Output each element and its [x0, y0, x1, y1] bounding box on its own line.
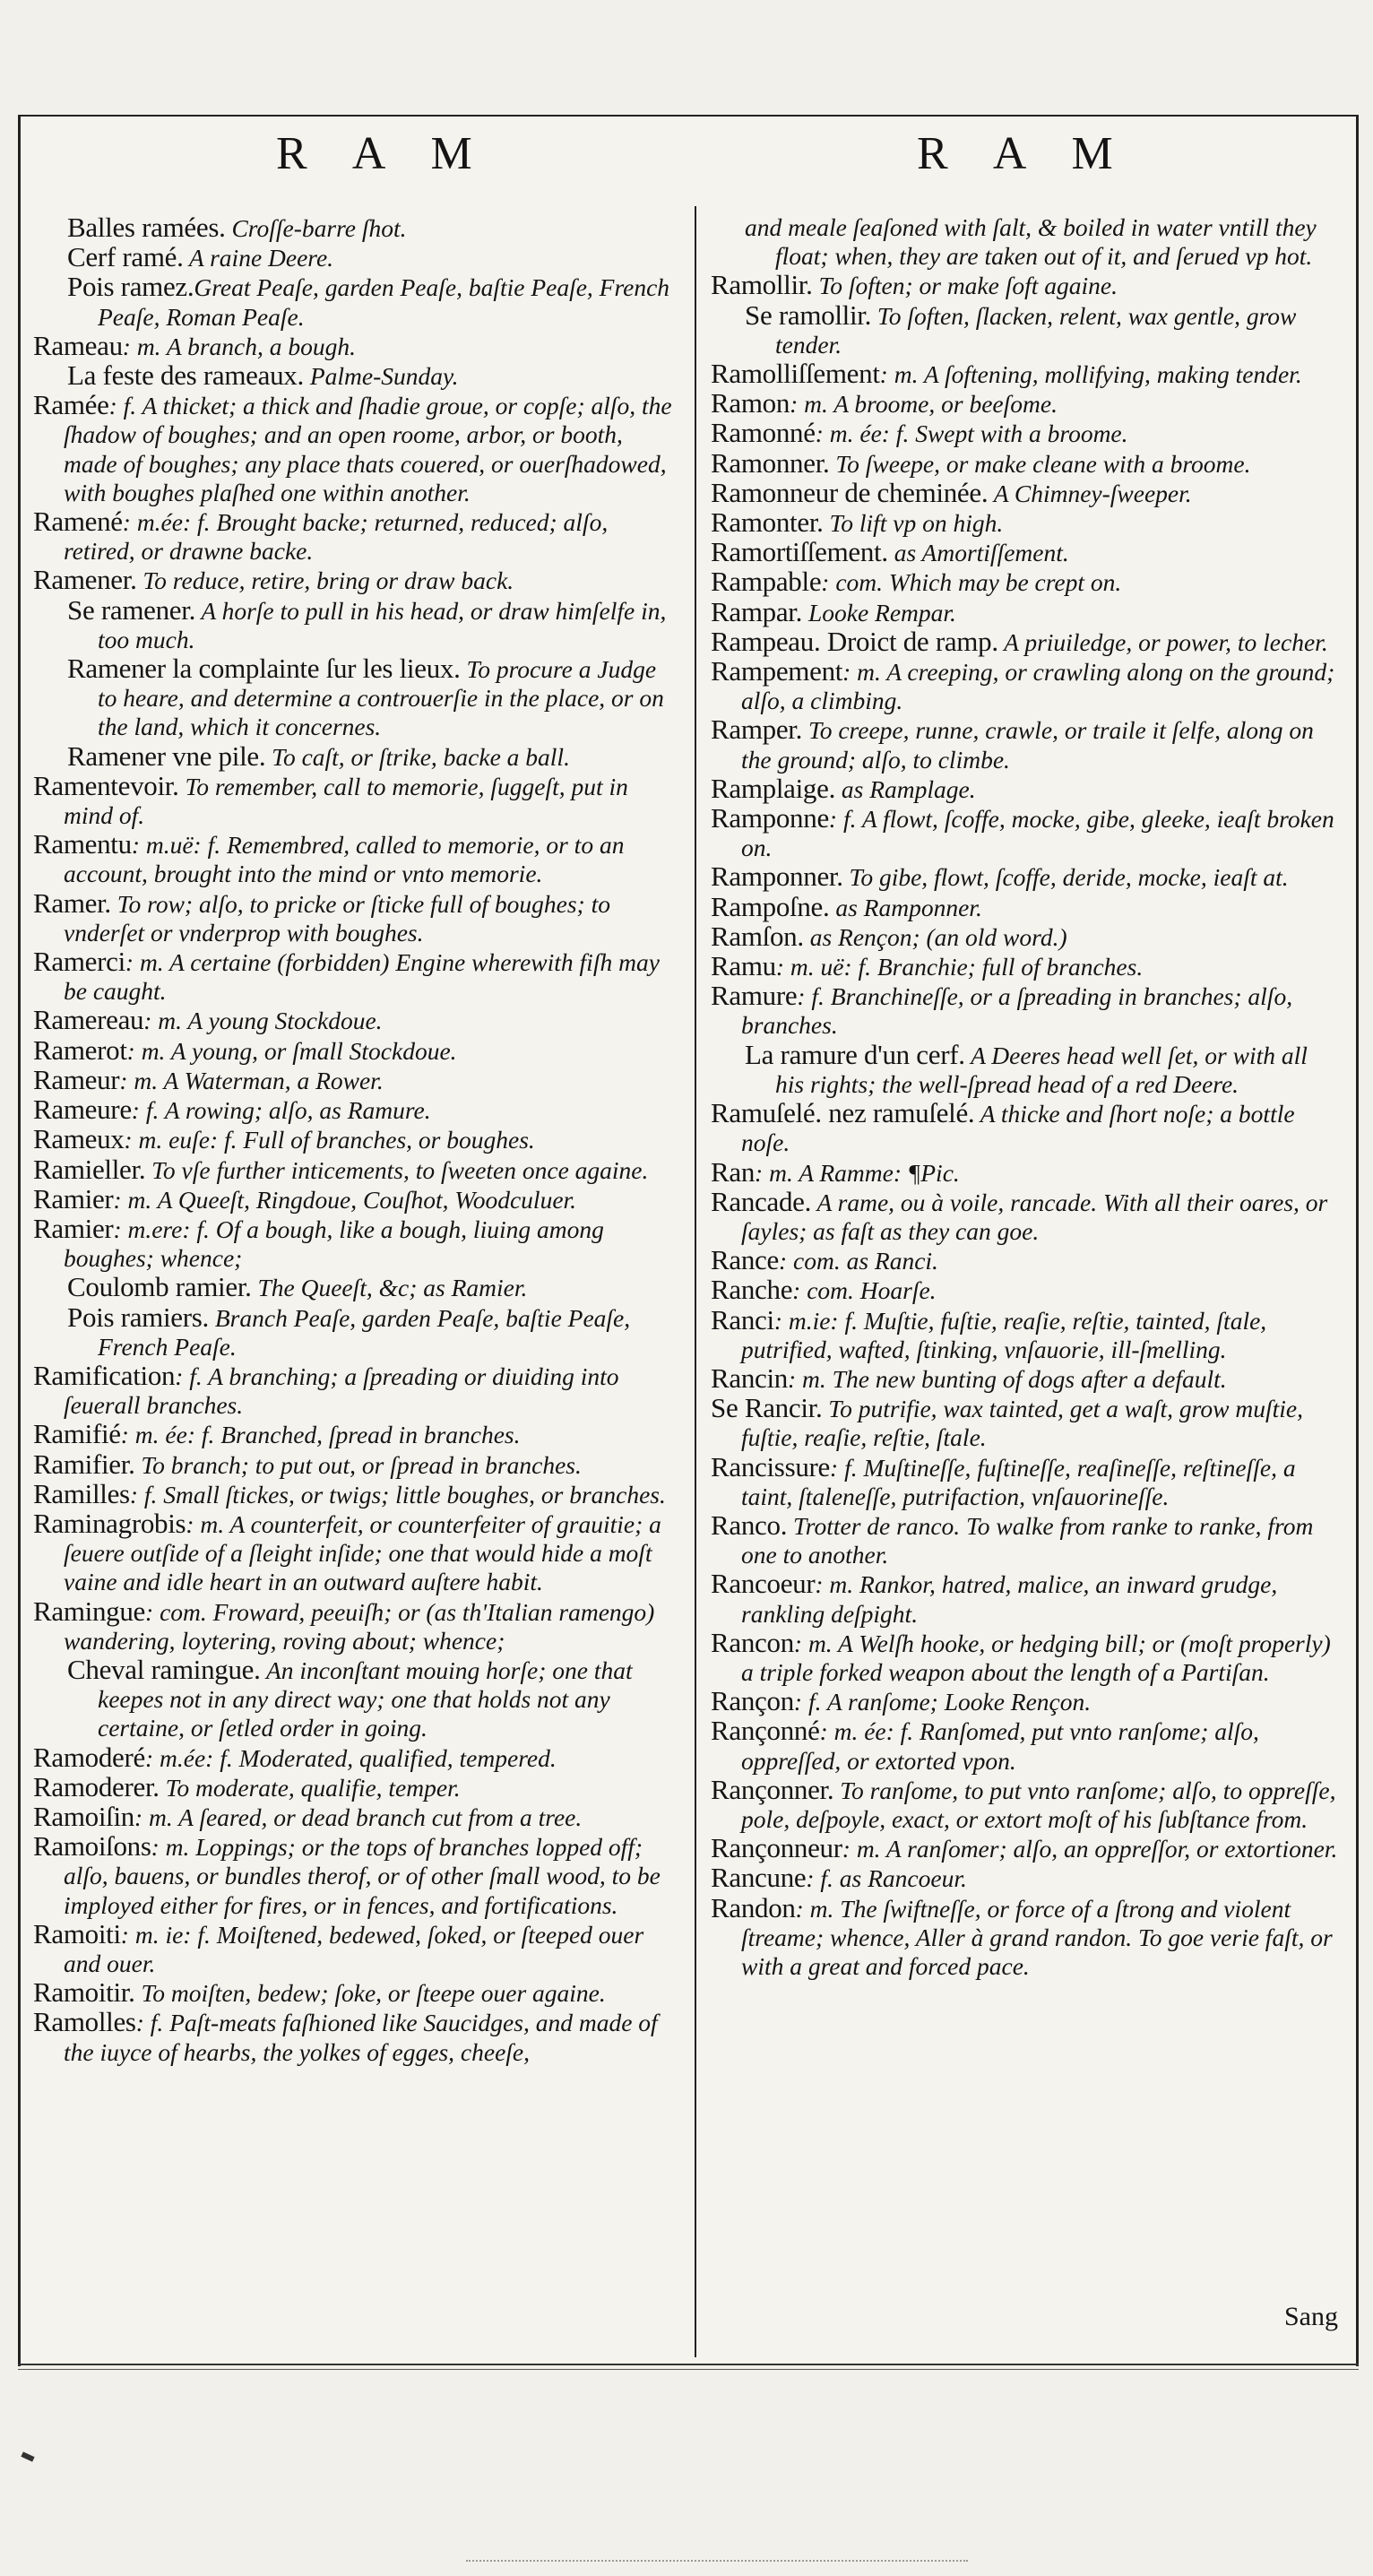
headword: Ramentevoir.	[33, 769, 179, 801]
dictionary-entry	[711, 1155, 1338, 1188]
dictionary-entry	[33, 1655, 675, 1743]
headword: Rancade.	[711, 1185, 812, 1217]
definition: An inconſtant mouing horſe; one that keepes not in any direct way; one that holds not any certaine, or ſetled order in going.	[98, 1655, 633, 1742]
definition: : f. A ranſome; Looke Rençon.	[793, 1688, 1092, 1716]
definition: : m. A Welſh hooke, or hedging bill; or (moſt properly) a triple forked weapon about the length of a Partiſan.	[741, 1629, 1331, 1686]
definition: : m. ée: f. Swept with a broome.	[815, 419, 1128, 448]
dictionary-entry	[33, 361, 675, 391]
definition: To reduce, retire, bring or draw back.	[136, 566, 514, 595]
headword: Ramoderer.	[33, 1770, 160, 1802]
definition: : m. A young, or ſmall Stockdoue.	[126, 1036, 457, 1065]
definition: : m. A Waterman, a Rower.	[119, 1066, 384, 1094]
dictionary-entry	[33, 1802, 675, 1832]
definition: A thicke and ſhort noſe; a bottle noſe.	[741, 1100, 1295, 1157]
dictionary-entry	[33, 1303, 675, 1361]
dictionary-entry	[33, 243, 675, 272]
definition: To lift vp on high.	[823, 509, 1004, 538]
headword: Ramonneur de cheminée.	[711, 476, 989, 508]
definition: as Amortiſſement.	[887, 539, 1069, 567]
definition: A horſe to pull in his head, or draw himſelfe in, too much.	[98, 596, 667, 653]
headword: Ranci	[711, 1303, 774, 1336]
definition: A Deeres head well ſet, or with all his rights; the well-ſpread head of a red Deere.	[775, 1041, 1308, 1098]
dictionary-entry	[711, 1687, 1338, 1716]
dictionary-entry	[33, 1155, 675, 1185]
headword: Ramener la complainte ſur les lieux.	[67, 653, 461, 685]
dictionary-entry	[711, 862, 1338, 892]
headword: Ramonné	[711, 417, 816, 449]
definition: : m. ie: f. Moiſtened, bedewed, ſoked, or ſteeped ouer and ouer.	[64, 1920, 644, 1977]
dictionary-entry	[711, 1891, 1338, 1982]
headword: Ramu	[711, 950, 776, 982]
headword: Ramoiſin	[33, 1800, 134, 1832]
definition: : m. ée: f. Branched, ſpread in branches.	[120, 1421, 521, 1449]
dictionary-entry	[711, 1569, 1338, 1628]
dictionary-entry	[33, 593, 675, 654]
dictionary-entry	[711, 508, 1338, 538]
dictionary-entry	[33, 272, 675, 331]
headword: Randon	[711, 1891, 796, 1923]
definition: : m. A counterfeit, or counterfeiter of grauitie; a ſeuere outſide of a ſleight inſide; one that would hide a moſt vaine and idle heart in an outward auſtere habit.	[64, 1509, 661, 1596]
definition: : m. euſe: f. Full of branches, or boughes.	[124, 1126, 535, 1154]
headword: Pois ramez.	[67, 271, 194, 303]
dictionary-entry	[711, 715, 1338, 774]
dictionary-entry	[33, 1770, 675, 1802]
definition: as Rençon; (an old word.)	[803, 922, 1067, 951]
dictionary-entry	[711, 1626, 1338, 1687]
dictionary-entry	[33, 769, 675, 830]
definition: : m. Rankor, hatred, malice, an inward grudge, rankling deſpight.	[741, 1570, 1278, 1628]
headword: Rançonneur	[711, 1832, 842, 1864]
headword: Ramener vne pile.	[67, 739, 266, 772]
definition: To caſt, or ſtrike, backe a ball.	[265, 742, 570, 771]
dictionary-entry	[33, 1212, 675, 1273]
headword: Ramingue	[33, 1595, 146, 1627]
headword: Rancin	[711, 1361, 789, 1394]
headword: Ramponner.	[711, 860, 843, 893]
headword: Rançon	[711, 1685, 794, 1717]
dictionary-entry	[711, 952, 1338, 981]
dictionary-entry	[711, 1773, 1338, 1834]
definition: Palme-Sunday.	[303, 362, 459, 391]
headword: Ramoitir.	[33, 1976, 135, 2009]
headword: Ramuſelé. nez ramuſelé.	[711, 1097, 975, 1129]
headword: Ramentu	[33, 828, 132, 860]
headword: Ramoiſons	[33, 1830, 151, 1863]
headword: Rancoeur	[711, 1568, 816, 1600]
dictionary-entry	[711, 1508, 1338, 1569]
headword: Rameux	[33, 1123, 125, 1155]
definition: : f. Small ſtickes, or twigs; little boughes, or branches.	[129, 1480, 666, 1508]
headword: Ramification	[33, 1359, 176, 1391]
headword: Rampement	[711, 655, 843, 687]
headword: Se ramollir.	[745, 298, 872, 331]
dictionary-entry	[711, 389, 1338, 419]
definition: : m.uë: f. Remembred, called to memorie, or to an account, brought into the mind or vnto memorie.	[64, 831, 625, 888]
headword: Ramponne	[711, 802, 829, 834]
headword: Balles ramées.	[67, 212, 226, 243]
headword: Coulomb ramier.	[67, 1271, 252, 1303]
stray-mark	[21, 2451, 34, 2461]
headword: Ranche	[711, 1274, 793, 1306]
dictionary-entry	[33, 830, 675, 888]
headword: Ramerot	[33, 1033, 127, 1066]
catchword: Sang	[1284, 2302, 1338, 2331]
definition: To branch; to put out, or ſpread in branches.	[134, 1450, 582, 1479]
definition: : com. as Ranci.	[778, 1247, 938, 1275]
dictionary-entry	[33, 566, 675, 595]
headword: Rançonner.	[711, 1773, 834, 1805]
dictionary-entry	[711, 627, 1338, 657]
definition: : f. Paſt-meats faſhioned like Saucidges, and made of the iuyce of hearbs, the yolkes of egges, cheeſe,	[64, 2009, 658, 2066]
dictionary-entry	[33, 1917, 675, 1978]
definition: : m. Loppings; or the tops of branches lopped off; alſo, bauens, or bundles therof, or of other ſmall wood, to be imployed either for fires, or in fences, and fortifications.	[64, 1833, 661, 1919]
definition: A rame, ou à voile, rancade. With all their oares, or ſayles; as faſt as they can goe.	[741, 1188, 1328, 1245]
dictionary-entry	[711, 1246, 1338, 1275]
dictionary-entry	[711, 1834, 1338, 1863]
running-head-right: R A M	[917, 128, 1131, 179]
dictionary-entry	[711, 1394, 1338, 1452]
headword: Ramolles	[33, 2006, 136, 2038]
dictionary-entry	[711, 1863, 1338, 1893]
headword: Rampar.	[711, 595, 803, 627]
dictionary-entry	[33, 1033, 675, 1066]
dictionary-entry	[711, 538, 1338, 567]
dictionary-entry	[33, 886, 675, 947]
headword: Rameure	[33, 1094, 132, 1126]
dictionary-entry	[711, 419, 1338, 448]
definition: To moderate, qualifie, temper.	[159, 1773, 461, 1802]
headword: Rampeau. Droict de ramp.	[711, 625, 998, 657]
definition: To row; alſo, to pricke or ſticke full of boughes; to vnderſet or vnderprop with boughes.	[64, 889, 610, 947]
headword: Ramoderé	[33, 1741, 145, 1773]
headword: Ran	[711, 1155, 756, 1188]
dictionary-entry	[33, 1450, 675, 1480]
headword: Ramée	[33, 389, 109, 421]
headword: Pois ramiers.	[67, 1301, 209, 1333]
dictionary-entry	[33, 1125, 675, 1154]
dictionary-entry	[33, 1477, 675, 1509]
headword: Rançonné	[711, 1715, 820, 1747]
dictionary-entry	[33, 1597, 675, 1655]
definition: To ranſome, to put vnto ranſome; alſo, to oppreſſe, pole, deſpoyle, exact, or extort moſt of his ſubſtance from.	[741, 1776, 1336, 1833]
dictionary-entry	[711, 981, 1338, 1040]
dictionary-entry	[711, 1099, 1338, 1157]
headword: Se Rancir.	[711, 1392, 823, 1424]
definition: A raine Deere.	[183, 244, 334, 272]
headword: Ramoiti	[33, 1917, 121, 1949]
dictionary-entry	[711, 446, 1338, 479]
dictionary-entry	[711, 213, 1338, 271]
dictionary-entry	[711, 298, 1338, 359]
headword: Rameau	[33, 329, 123, 361]
definition: : m. A branch, a bough.	[122, 332, 357, 360]
dictionary-entry	[33, 329, 675, 361]
definition: : m. A ſeared, or dead branch cut from a tree.	[134, 1802, 583, 1831]
definition: To moiſten, bedew; ſoke, or ſteepe ouer againe.	[134, 1979, 606, 2008]
headword: Se ramener.	[67, 593, 196, 626]
dictionary-entry	[33, 1006, 675, 1035]
definition: To vſe further inticements, to ſweeten once againe.	[145, 1155, 649, 1184]
definition: : f. A flowt, ſcoffe, mocke, gibe, gleeke, ieaſt broken on.	[741, 805, 1334, 862]
definition: : m. A Queeſt, Ringdoue, Couſhot, Woodculuer.	[113, 1185, 577, 1214]
headword: La ramure d'un cerf.	[745, 1038, 965, 1070]
dictionary-entry	[711, 804, 1338, 862]
definition: Looke Rempar.	[802, 598, 956, 627]
headword: Ramifier.	[33, 1448, 135, 1480]
definition: : m. A ranſomer; alſo, an oppreſſor, or extortioner.	[842, 1835, 1338, 1863]
headword: Ramer.	[33, 886, 111, 919]
definition: To ſweepe, or make cleane with a broome.	[829, 449, 1251, 478]
headword: Ramolliſſement	[711, 358, 880, 390]
headword: Ramerci	[33, 946, 125, 978]
definition: To gibe, flowt, ſcoffe, deride, mocke, ieaſt at.	[842, 863, 1289, 892]
dictionary-entry	[33, 213, 675, 243]
headword: Ramplaige.	[711, 772, 836, 804]
dictionary-entry	[33, 1095, 675, 1125]
headword: Ramure	[711, 980, 798, 1012]
dictionary-entry	[33, 947, 675, 1006]
headword: Ramieller.	[33, 1153, 146, 1185]
dictionary-entry	[711, 1185, 1338, 1246]
definition: : f. A branching; a ſpreading or diuiding into ſeuerall branches.	[64, 1361, 619, 1420]
definition: : m. A Ramme: ¶Pic.	[755, 1158, 960, 1187]
headword: Ramortiſſement.	[711, 536, 888, 568]
dictionary-entry	[33, 1361, 675, 1420]
headword: Rancon	[711, 1626, 794, 1658]
definition: : com. Froward, peeuiſh; or (as th'Italian ramengo) wandering, loytering, roving about; whence;	[64, 1597, 655, 1655]
definition: The Queeſt, &c; as Ramier.	[251, 1274, 528, 1302]
headword: Ramſon.	[711, 920, 804, 952]
headword: Ramper.	[711, 713, 803, 746]
headword: Rancissure	[711, 1450, 831, 1482]
headword: Ramollir.	[711, 269, 813, 301]
headword: Ramier	[33, 1182, 114, 1215]
definition: : m.ie: f. Muſtie, fuſtie, reaſie, reſtie, tainted, ſtale, putrified, wafted, ſtinking, vnſauorie, ill-ſmelling.	[741, 1306, 1267, 1363]
definition: To ſoften, ſlacken, relent, wax gentle, grow tender.	[775, 301, 1297, 359]
dictionary-entry	[33, 391, 675, 507]
definition: To remember, call to memorie, ſuggeſt, put in mind of.	[64, 772, 628, 830]
definition: : m. The new bunting of dogs after a default.	[788, 1364, 1227, 1393]
dictionary-entry	[33, 654, 675, 742]
dictionary-entry	[33, 1182, 675, 1215]
dictionary-entry	[711, 1275, 1338, 1305]
definition: Croſſe-barre ſhot.	[225, 214, 407, 242]
dictionary-entry	[33, 2008, 675, 2066]
headword: Ranco.	[711, 1508, 788, 1541]
definition: : m. A broome, or beeſome.	[790, 390, 1058, 419]
headword: Rampoſne.	[711, 890, 830, 922]
definition: Great Peaſe, garden Peaſe, baſtie Peaſe, French Peaſe, Roman Peaſe.	[98, 273, 670, 331]
headword: Cheval ramingue.	[67, 1653, 261, 1685]
bottom-rule	[18, 2364, 1359, 2370]
headword: Ramonter.	[711, 506, 824, 539]
dictionary-entry	[711, 595, 1338, 627]
trim-line	[466, 2560, 968, 2563]
headword: Ramifié	[33, 1418, 121, 1450]
headword: Ramonner.	[711, 446, 830, 479]
definition: : m.ée: f. Brought backe; returned, reduced; alſo, retired, or drawne backe.	[64, 508, 609, 566]
dictionary-entry	[711, 774, 1338, 804]
definition: A priuiledge, or power, to lecher.	[997, 627, 1328, 656]
dictionary-entry	[33, 1832, 675, 1920]
definition: as Ramplage.	[835, 774, 976, 803]
headword: Ramené	[33, 506, 123, 538]
headword: Rancune	[711, 1862, 807, 1894]
headword: Ramon	[711, 387, 790, 419]
definition: Branch Peaſe, garden Peaſe, baſtie Peaſe, French Peaſe.	[98, 1303, 631, 1361]
definition: : f. A rowing; alſo, as Ramure.	[131, 1096, 431, 1125]
definition: Trotter de ranco. To walke from ranke to ranke, from one to another.	[741, 1511, 1314, 1569]
definition: : m.ere: f. Of a bough, like a bough, liuing among boughes; whence;	[64, 1215, 604, 1273]
headword: Rance	[711, 1244, 779, 1276]
headword: Ramier	[33, 1212, 114, 1244]
dictionary-entry	[711, 271, 1338, 300]
headword: Ramereau	[33, 1004, 144, 1036]
dictionary-entry	[711, 476, 1338, 508]
headword: Rameur	[33, 1063, 120, 1095]
definition: : m. A ſoftening, mollifying, making tender.	[879, 360, 1302, 389]
definition: : f. Muſtineſſe, fuſtineſſe, reaſineſſe, reſtineſſe, a taint, ſtaleneſſe, putrifaction, vnſauorineſſe.	[741, 1453, 1296, 1510]
column-divider	[695, 206, 696, 2357]
dictionary-entry	[711, 890, 1338, 922]
definition: : m. A creeping, or crawling along on the ground; alſo, a climbing.	[741, 658, 1335, 715]
dictionary-entry	[711, 1038, 1338, 1099]
dictionary-entry	[33, 1743, 675, 1773]
definition: : m. uë: f. Branchie; full of branches.	[775, 953, 1144, 981]
headword: Ramener.	[33, 564, 137, 596]
dictionary-entry	[33, 1509, 675, 1597]
dictionary-entry	[711, 567, 1338, 597]
headword: Ramilles	[33, 1477, 130, 1509]
left-column	[33, 213, 675, 2067]
dictionary-entry	[711, 1450, 1338, 1511]
definition: To creepe, runne, crawle, or traile it ſelfe, along on the ground; alſo, to climbe.	[741, 716, 1314, 774]
definition: : f. as Rancoeur.	[806, 1864, 967, 1893]
definition: A Chimney-ſweeper.	[988, 479, 1192, 507]
dictionary-page	[18, 115, 1359, 2366]
dictionary-entry	[711, 1716, 1338, 1775]
headword: La feste des rameaux.	[67, 359, 304, 392]
right-column	[711, 213, 1338, 1981]
dictionary-entry	[33, 1273, 675, 1302]
definition: To ſoften; or make ſoft againe.	[812, 272, 1118, 300]
headword: Raminagrobis	[33, 1507, 186, 1539]
definition: : com. Hoarſe.	[792, 1276, 937, 1305]
definition: : m. A young Stockdoue.	[143, 1007, 383, 1035]
dictionary-entry	[711, 922, 1338, 952]
dictionary-entry	[711, 359, 1338, 389]
definition: : f. Branchineſſe, or a ſpreading in branches; alſo, branches.	[741, 982, 1293, 1040]
dictionary-entry	[711, 1361, 1338, 1394]
dictionary-entry	[711, 657, 1338, 715]
headword: Rampable	[711, 566, 822, 598]
definition: : m. ée: f. Ranſomed, put vnto ranſome; alſo, oppreſſed, or extorted vpon.	[741, 1717, 1259, 1775]
definition: and meale ſeaſoned with ſalt, & boiled in water vntill they float; when, they are taken out of it, and ſerued vp hot.	[745, 213, 1317, 271]
dictionary-entry	[33, 1420, 675, 1449]
definition: To putrifie, wax tainted, get a waſt, grow muſtie, fuſtie, reaſie, reſtie, ſtale.	[741, 1395, 1303, 1452]
dictionary-entry	[33, 1978, 675, 2008]
definition: : f. A thicket; a thick and ſhadie groue, or copſe; alſo, the ſhadow of boughes; and an open roome, arbor, or booth, made of boughes; any place thats couered, or ouerſhadowed, with boughes plaſhed one within another.	[64, 392, 672, 506]
headword: Cerf ramé.	[67, 241, 184, 273]
definition: To procure a Judge to heare, and determine a controuerſie in the place, or on the land, which it concernes.	[98, 655, 664, 741]
definition: : m. The ſwiftneſſe, or force of a ſtrong and violent ſtreame; whence, Aller à grand randon. To goe verie faſt, or with a great and forced pace.	[741, 1894, 1333, 1980]
definition: : com. Which may be crept on.	[821, 568, 1122, 597]
dictionary-entry	[33, 1063, 675, 1095]
running-head-left: R A M	[276, 128, 490, 179]
dictionary-entry	[33, 739, 675, 772]
dictionary-entry	[711, 1303, 1338, 1364]
definition: as Ramponner.	[829, 893, 982, 921]
definition: : m. A certaine (forbidden) Engine wherewith fiſh may be caught.	[64, 948, 660, 1006]
dictionary-entry	[33, 507, 675, 566]
definition: : m.ée: f. Moderated, qualified, tempered.	[145, 1743, 557, 1772]
